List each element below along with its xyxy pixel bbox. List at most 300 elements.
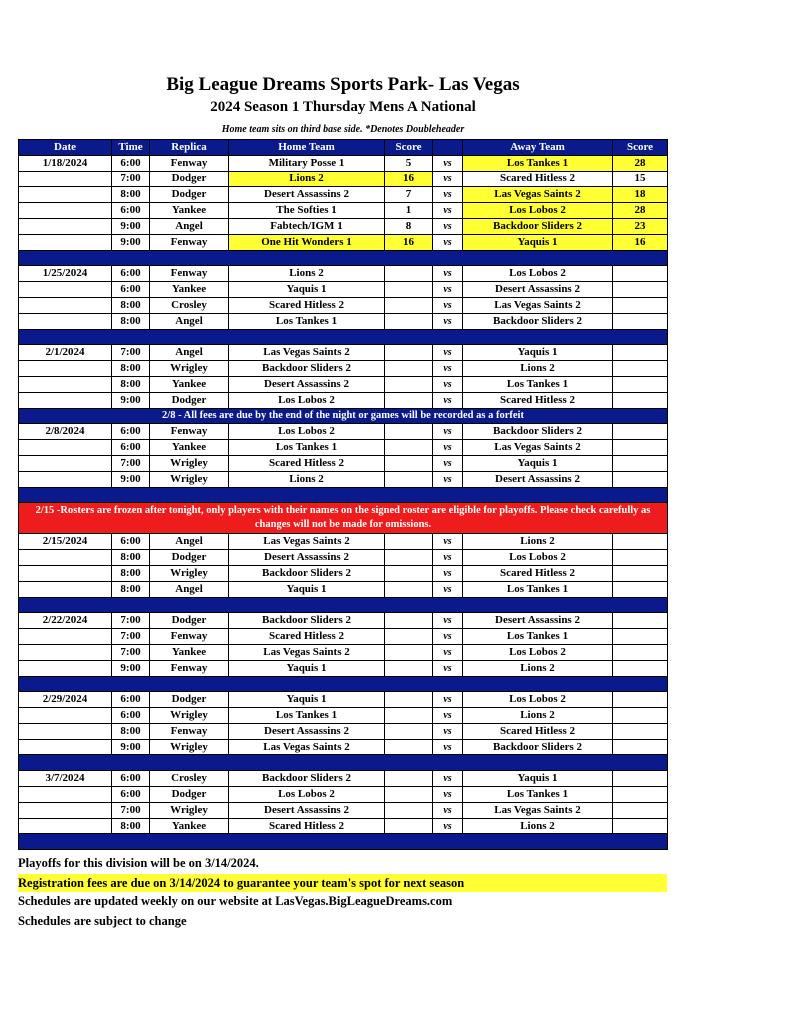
away-score [613,660,668,676]
table-row [19,187,668,203]
game-time: 9:00 [112,660,150,676]
game-field: Angel [150,345,229,361]
table-row [19,723,668,739]
game-field: Fenway [150,660,229,676]
separator-row [19,329,668,345]
game-field: Dodger [150,613,229,629]
away-score [613,455,668,471]
table-row [19,424,668,440]
game-date [19,802,112,818]
game-field: Yankee [150,282,229,298]
home-score [385,581,433,597]
home-score [385,739,433,755]
home-score: 7 [385,187,433,203]
vs-label: vs [433,345,463,361]
home-team: Desert Assassins 2 [229,187,385,203]
game-time: 6:00 [112,787,150,803]
home-team: The Softies 1 [229,203,385,219]
separator-row [19,676,668,692]
game-field: Wrigley [150,802,229,818]
game-date [19,282,112,298]
home-team: Scared Hitless 2 [229,455,385,471]
away-team: Scared Hitless 2 [463,171,613,187]
away-score [613,787,668,803]
table-row [19,218,668,234]
game-field: Angel [150,581,229,597]
separator-cell [19,329,668,345]
game-time: 8:00 [112,376,150,392]
away-team: Yaquis 1 [463,234,613,250]
table-row [19,818,668,834]
game-date: 2/29/2024 [19,692,112,708]
away-score [613,644,668,660]
col-header-date: Date [19,140,112,156]
game-field: Fenway [150,266,229,282]
game-date [19,550,112,566]
game-date [19,739,112,755]
page-title: Big League Dreams Sports Park- Las Vegas [166,74,520,95]
game-field: Fenway [150,234,229,250]
vs-label: vs [433,155,463,171]
game-field: Angel [150,313,229,329]
home-team: Las Vegas Saints 2 [229,739,385,755]
home-team: Lions 2 [229,266,385,282]
away-team: Las Vegas Saints 2 [463,440,613,456]
table-row [19,660,668,676]
home-team: Los Lobos 2 [229,392,385,408]
home-team: Backdoor Sliders 2 [229,565,385,581]
away-score [613,376,668,392]
away-team: Desert Assassins 2 [463,471,613,487]
away-team: Yaquis 1 [463,771,613,787]
home-team: Desert Assassins 2 [229,723,385,739]
vs-label: vs [433,723,463,739]
vs-label: vs [433,692,463,708]
home-team: Backdoor Sliders 2 [229,613,385,629]
separator-row [19,755,668,771]
away-team: Los Lobos 2 [463,644,613,660]
home-team: Scared Hitless 2 [229,629,385,645]
away-score [613,818,668,834]
game-date [19,581,112,597]
home-score [385,424,433,440]
home-score [385,266,433,282]
game-date [19,565,112,581]
away-team: Lions 2 [463,818,613,834]
game-date [19,361,112,377]
change-note: Schedules are subject to change [18,914,187,928]
game-field: Yankee [150,644,229,660]
separator-cell [19,487,668,503]
game-field: Wrigley [150,455,229,471]
vs-label: vs [433,660,463,676]
away-score [613,723,668,739]
game-time: 8:00 [112,581,150,597]
game-time: 7:00 [112,455,150,471]
game-field: Wrigley [150,739,229,755]
vs-label: vs [433,534,463,550]
home-team: Desert Assassins 2 [229,550,385,566]
col-header-away-score: Score [613,140,668,156]
vs-label: vs [433,455,463,471]
away-score [613,424,668,440]
game-time: 6:00 [112,155,150,171]
home-team: Fabtech/IGM 1 [229,218,385,234]
away-team: Backdoor Sliders 2 [463,218,613,234]
game-field: Dodger [150,550,229,566]
table-row [19,455,668,471]
home-team: One Hit Wonders 1 [229,234,385,250]
vs-label: vs [433,297,463,313]
game-date: 2/1/2024 [19,345,112,361]
separator-row [19,487,668,503]
game-time: 6:00 [112,534,150,550]
col-header-away-team: Away Team [463,140,613,156]
home-score: 16 [385,171,433,187]
home-team: Los Tankes 1 [229,313,385,329]
away-score [613,550,668,566]
vs-label: vs [433,392,463,408]
game-time: 6:00 [112,692,150,708]
game-time: 8:00 [112,565,150,581]
home-team: Desert Assassins 2 [229,802,385,818]
game-time: 6:00 [112,424,150,440]
game-date [19,203,112,219]
vs-label: vs [433,171,463,187]
home-score [385,818,433,834]
col-header-time: Time [112,140,150,156]
game-time: 6:00 [112,282,150,298]
away-score [613,471,668,487]
away-team: Scared Hitless 2 [463,392,613,408]
vs-label: vs [433,218,463,234]
vs-label: vs [433,440,463,456]
table-row [19,739,668,755]
away-team: Los Tankes 1 [463,155,613,171]
vs-label: vs [433,313,463,329]
home-score [385,771,433,787]
game-field: Dodger [150,692,229,708]
separator-cell [19,834,668,850]
game-field: Yankee [150,818,229,834]
game-time: 7:00 [112,629,150,645]
table-header-row [19,140,668,156]
table-row [19,534,668,550]
away-team: Los Tankes 1 [463,581,613,597]
home-score [385,297,433,313]
home-score [385,392,433,408]
home-score [385,802,433,818]
home-score: 8 [385,218,433,234]
away-team: Los Lobos 2 [463,550,613,566]
game-time: 7:00 [112,345,150,361]
home-score: 16 [385,234,433,250]
vs-label: vs [433,818,463,834]
vs-label: vs [433,203,463,219]
vs-label: vs [433,708,463,724]
home-score [385,629,433,645]
away-team: Backdoor Sliders 2 [463,424,613,440]
table-row [19,629,668,645]
home-team: Las Vegas Saints 2 [229,644,385,660]
header-note: Home team sits on third base side. *Denotes Doubleheader [221,124,465,135]
vs-label: vs [433,581,463,597]
schedule-table [18,139,668,850]
col-header-home-team: Home Team [229,140,385,156]
game-time: 6:00 [112,708,150,724]
home-score [385,455,433,471]
game-date: 3/7/2024 [19,771,112,787]
home-score [385,613,433,629]
away-team: Los Tankes 1 [463,376,613,392]
vs-label: vs [433,565,463,581]
game-time: 6:00 [112,266,150,282]
game-date [19,723,112,739]
away-team: Los Lobos 2 [463,266,613,282]
away-score [613,440,668,456]
table-row [19,155,668,171]
home-team: Los Lobos 2 [229,787,385,803]
table-row [19,266,668,282]
table-row [19,234,668,250]
table-row [19,692,668,708]
game-date [19,297,112,313]
game-time: 9:00 [112,739,150,755]
game-field: Dodger [150,171,229,187]
game-field: Dodger [150,787,229,803]
game-field: Angel [150,534,229,550]
col-header-home-score: Score [385,140,433,156]
away-score: 15 [613,171,668,187]
home-score [385,440,433,456]
away-team: Lions 2 [463,534,613,550]
game-date [19,234,112,250]
away-score: 18 [613,187,668,203]
home-team: Los Tankes 1 [229,440,385,456]
game-field: Wrigley [150,565,229,581]
game-date [19,171,112,187]
vs-label: vs [433,282,463,298]
game-time: 9:00 [112,218,150,234]
away-score [613,392,668,408]
table-row [19,644,668,660]
table-row [19,771,668,787]
away-team: Backdoor Sliders 2 [463,739,613,755]
col-header-vs [433,140,463,156]
page-subtitle: 2024 Season 1 Thursday Mens A National [210,99,476,115]
game-time: 8:00 [112,361,150,377]
separator-cell [19,676,668,692]
vs-label: vs [433,471,463,487]
home-team: Los Lobos 2 [229,424,385,440]
game-date: 2/8/2024 [19,424,112,440]
game-time: 7:00 [112,613,150,629]
home-team: Backdoor Sliders 2 [229,771,385,787]
game-field: Wrigley [150,471,229,487]
vs-label: vs [433,613,463,629]
game-time: 9:00 [112,392,150,408]
game-date [19,629,112,645]
vs-label: vs [433,234,463,250]
away-score: 16 [613,234,668,250]
game-time: 6:00 [112,771,150,787]
game-date [19,313,112,329]
game-field: Yankee [150,376,229,392]
home-team: Yaquis 1 [229,692,385,708]
table-row [19,297,668,313]
playoffs-note: Playoffs for this division will be on 3/14/2024. [18,856,259,870]
away-score [613,565,668,581]
away-team: Yaquis 1 [463,455,613,471]
home-team: Lions 2 [229,471,385,487]
website-note: Schedules are updated weekly on our website at LasVegas.BigLeagueDreams.com [18,894,453,908]
game-date: 1/25/2024 [19,266,112,282]
away-score [613,739,668,755]
table-row [19,565,668,581]
game-time: 9:00 [112,234,150,250]
away-team: Yaquis 1 [463,345,613,361]
table-row [19,282,668,298]
home-team: Las Vegas Saints 2 [229,345,385,361]
away-score [613,613,668,629]
home-score [385,565,433,581]
separator-cell [19,755,668,771]
table-row [19,171,668,187]
vs-label: vs [433,550,463,566]
game-field: Fenway [150,723,229,739]
game-field: Fenway [150,424,229,440]
table-row [19,787,668,803]
separator-cell [19,597,668,613]
away-score [613,313,668,329]
game-field: Fenway [150,155,229,171]
table-row [19,345,668,361]
game-time: 8:00 [112,187,150,203]
vs-label: vs [433,424,463,440]
home-score [385,550,433,566]
away-score [613,266,668,282]
home-team: Yaquis 1 [229,581,385,597]
game-date [19,644,112,660]
table-row [19,613,668,629]
away-score [613,581,668,597]
vs-label: vs [433,629,463,645]
game-field: Wrigley [150,361,229,377]
away-team: Las Vegas Saints 2 [463,187,613,203]
game-time: 8:00 [112,723,150,739]
game-date [19,440,112,456]
home-team: Yaquis 1 [229,660,385,676]
game-time: 8:00 [112,313,150,329]
table-row [19,313,668,329]
table-row [19,440,668,456]
away-score [613,345,668,361]
away-score [613,629,668,645]
home-score [385,644,433,660]
table-row [19,581,668,597]
game-date [19,218,112,234]
vs-label: vs [433,771,463,787]
table-row [19,203,668,219]
game-time: 6:00 [112,440,150,456]
game-field: Dodger [150,392,229,408]
vs-label: vs [433,361,463,377]
away-team: Las Vegas Saints 2 [463,802,613,818]
away-team: Backdoor Sliders 2 [463,313,613,329]
roster-alert-row [19,503,668,534]
game-field: Crosley [150,297,229,313]
away-team: Lions 2 [463,708,613,724]
away-team: Desert Assassins 2 [463,282,613,298]
game-date: 1/18/2024 [19,155,112,171]
away-score [613,708,668,724]
away-score [613,692,668,708]
game-date [19,787,112,803]
game-field: Wrigley [150,708,229,724]
home-score [385,534,433,550]
game-date: 2/22/2024 [19,613,112,629]
table-row [19,802,668,818]
game-date [19,392,112,408]
home-score [385,345,433,361]
home-score [385,313,433,329]
home-score [385,376,433,392]
away-team: Los Lobos 2 [463,692,613,708]
table-row [19,708,668,724]
away-team: Los Tankes 1 [463,787,613,803]
away-score [613,297,668,313]
home-team: Scared Hitless 2 [229,297,385,313]
game-date [19,455,112,471]
game-date [19,376,112,392]
game-date [19,660,112,676]
fees-notice: 2/8 - All fees are due by the end of the night or games will be recorded as a forfeit [19,408,668,424]
home-team: Yaquis 1 [229,282,385,298]
home-team: Las Vegas Saints 2 [229,534,385,550]
home-score [385,692,433,708]
game-date: 2/15/2024 [19,534,112,550]
game-field: Crosley [150,771,229,787]
away-team: Los Lobos 2 [463,203,613,219]
game-date [19,187,112,203]
away-team: Scared Hitless 2 [463,565,613,581]
col-header-replica: Replica [150,140,229,156]
away-team: Lions 2 [463,361,613,377]
game-field: Angel [150,218,229,234]
game-date [19,471,112,487]
game-field: Fenway [150,629,229,645]
away-team: Las Vegas Saints 2 [463,297,613,313]
home-team: Military Posse 1 [229,155,385,171]
away-team: Lions 2 [463,660,613,676]
away-score [613,361,668,377]
game-time: 8:00 [112,297,150,313]
game-time: 7:00 [112,171,150,187]
table-row [19,361,668,377]
away-score [613,282,668,298]
home-team: Los Tankes 1 [229,708,385,724]
home-team: Desert Assassins 2 [229,376,385,392]
vs-label: vs [433,187,463,203]
away-score [613,771,668,787]
separator-row [19,250,668,266]
away-score [613,802,668,818]
home-score: 1 [385,203,433,219]
game-time: 8:00 [112,550,150,566]
home-score [385,708,433,724]
separator-row [19,834,668,850]
game-time: 6:00 [112,203,150,219]
